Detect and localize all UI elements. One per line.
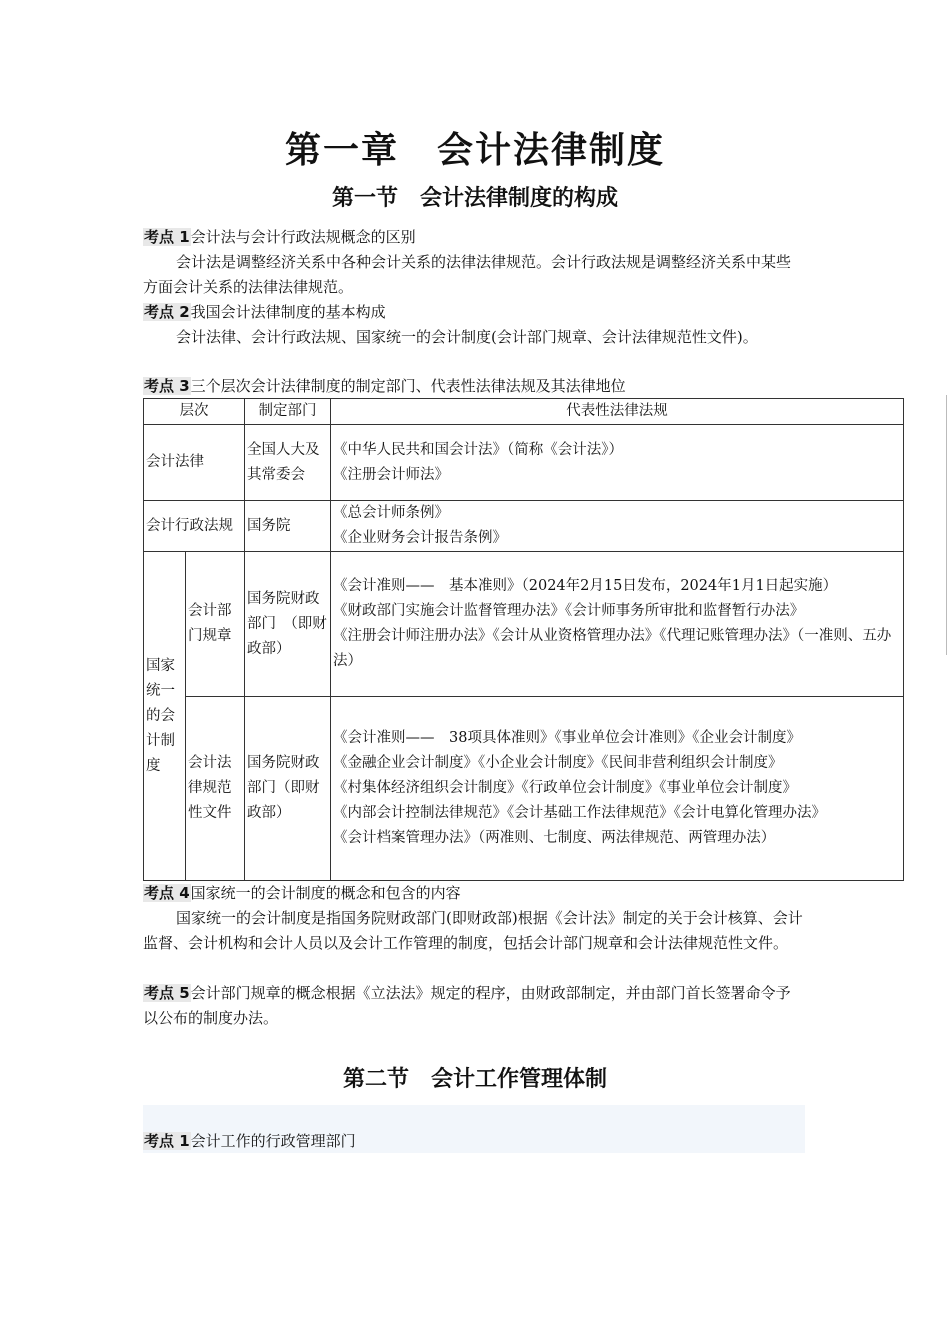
law-hierarchy-table	[143, 398, 904, 881]
table-cell-laws	[331, 425, 904, 501]
point-tag: 考点 4	[144, 884, 190, 902]
law-item: 《村集体经济组织会计制度》《行政单位会计制度》《事业单位会计制度》	[333, 780, 797, 796]
table-header: 制定部门	[245, 399, 331, 425]
table-row	[144, 425, 904, 501]
point-tag: 考点 1	[144, 1132, 190, 1150]
paragraph: 国家统一的会计制度是指国务院财政部门(即财政部)根据《会计法》制定的关于会计核算、会计监督、会计机构和会计人员以及会计工作管理的制度，包括会计部门规章和会计法律规范性文件。	[143, 909, 803, 952]
point-heading-text: 会计工作的行政管理部门	[190, 1132, 356, 1150]
point-heading-text: 会计法与会计行政法规概念的区别	[190, 228, 416, 246]
law-item: 《总会计师条例》	[333, 505, 449, 521]
table-row	[144, 501, 904, 552]
law-item: 《注册会计师法》	[333, 466, 449, 483]
point-tag: 考点 3	[144, 377, 190, 395]
law-item: 《中华人民共和国会计法》（简称《会计法》）	[333, 441, 623, 458]
law-item: 《企业财务会计报告条例》	[333, 530, 507, 546]
paragraph: 会计法律、会计行政法规、国家统一的会计制度(会计部门规章、会计法律规范性文件)。	[176, 328, 758, 346]
table-cell-level: 会计行政法规	[144, 501, 245, 552]
law-item: 《注册会计师注册办法》《会计从业资格管理办法》《代理记账管理办法》（一准则、五办法）	[333, 628, 892, 669]
table-cell-dept: 国务院财政部门（即财政部）	[245, 697, 331, 881]
point-tag: 考点 2	[144, 303, 190, 321]
law-item: 《财政部门实施会计监督管理办法》《会计师事务所审批和监督暂行办法》	[333, 603, 805, 619]
table-cell-laws	[331, 697, 904, 881]
law-item: 《内部会计控制法律规范》《会计基础工作法律规范》《会计电算化管理办法》	[333, 805, 826, 821]
table-cell-dept: 全国人大及其常委会	[245, 425, 331, 501]
point-heading	[143, 981, 803, 1031]
law-item: 《会计准则—— 基本准则》（2024年2月15日发布，2024年1月1日起实施）	[333, 578, 838, 594]
table-header: 层次	[144, 399, 245, 425]
table-cell-laws	[331, 552, 904, 697]
table-cell-sub-level: 会计法律规范性文件	[186, 697, 245, 881]
table-cell-group: 国家统一的会计制度	[144, 552, 186, 881]
point-heading	[143, 225, 803, 250]
table-row	[144, 552, 904, 697]
margin-rule	[946, 395, 947, 655]
point-heading	[143, 374, 843, 399]
point-heading-text: 三个层次会计法律制度的制定部门、代表性法律法规及其法律地位	[190, 377, 626, 395]
table-cell-dept: 国务院	[245, 501, 331, 552]
law-item: 《金融企业会计制度》《小企业会计制度》《民间非营利组织会计制度》	[333, 755, 783, 771]
point-heading-text: 我国会计法律制度的基本构成	[190, 303, 386, 321]
point-heading-text: 会计部门规章的概念根据《立法法》规定的程序，由财政部制定，并由部门首长签署命令予以公布的制度办法。	[143, 984, 791, 1027]
section-title: 第一节 会计法律制度的构成	[331, 185, 618, 211]
table-cell-sub-level: 会计部门规章	[186, 552, 245, 697]
section-title: 第二节 会计工作管理体制	[342, 1066, 607, 1092]
paragraph: 会计法是调整经济关系中各种会计关系的法律法律规范。会计行政法规是调整经济关系中某些方面会计关系的法律法律规范。	[143, 253, 792, 296]
law-item: 《会计准则—— 38项具体准则》《事业单位会计准则》《企业会计制度》	[333, 730, 801, 746]
point-tag: 考点 1	[144, 228, 190, 246]
chapter-title: 第一章 会计法律制度	[284, 129, 665, 171]
point-heading	[143, 881, 803, 906]
point-heading	[143, 300, 803, 325]
table-cell-laws	[331, 501, 904, 552]
point-tag: 考点 5	[144, 984, 190, 1002]
table-cell-level: 会计法律	[144, 425, 245, 501]
law-item: 《会计档案管理办法》（两准则、七制度、两法律规范、两管理办法）	[333, 830, 776, 846]
point-heading	[143, 1129, 803, 1154]
point-heading-text: 国家统一的会计制度的概念和包含的内容	[190, 884, 461, 902]
table-header-row	[144, 399, 904, 425]
table-header: 代表性法律法规	[331, 399, 904, 425]
table-cell-dept: 国务院财政部门 （即财政部）	[245, 552, 331, 697]
table-row	[144, 697, 904, 881]
